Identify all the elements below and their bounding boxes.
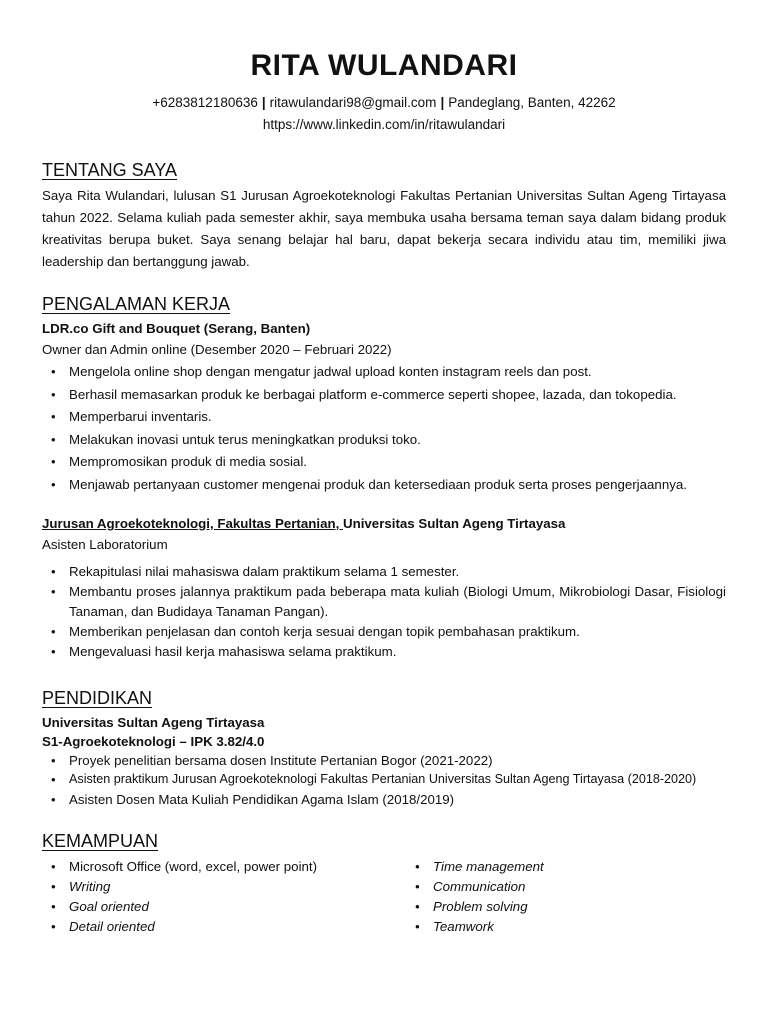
email-link[interactable]: ritawulandari98@gmail.com — [269, 95, 437, 110]
skill-item: • Communication — [406, 877, 726, 897]
resume-name: RITA WULANDARI — [250, 49, 518, 82]
skill-item: • Time management — [406, 857, 726, 877]
job1-duties — [42, 362, 726, 495]
list-item: • Mempromosikan produk di media sosial. — [42, 452, 726, 472]
list-item: • Rekapitulasi nilai mahasiswa dalam praktikum selama 1 semester. — [42, 562, 726, 582]
job2-org-underlined: Jurusan Agroekoteknologi, Fakultas Pertanian, — [42, 515, 343, 531]
skills-heading: KEMAMPUAN — [42, 831, 159, 852]
skill-item: • Problem solving — [406, 897, 726, 917]
linkedin-link[interactable]: https://www.linkedin.com/in/ritawulandari — [262, 117, 506, 132]
contact-info — [42, 92, 726, 136]
phone-number: +6283812180636 — [152, 95, 258, 110]
list-item: • Proyek penelitian bersama dosen Institute Pertanian Bogor (2021-2022) — [42, 751, 726, 771]
skills-left-column — [42, 857, 406, 937]
job2-org — [42, 513, 726, 534]
job2-org-university: Universitas Sultan Ageng Tirtayasa — [342, 515, 566, 531]
list-item: • Mengevaluasi hasil kerja mahasiswa selama praktikum. — [42, 642, 726, 662]
job2-role: Asisten Laboratorium — [42, 536, 168, 552]
skill-item: • Writing — [42, 877, 406, 897]
skills-list — [42, 857, 726, 937]
separator: | — [440, 95, 445, 110]
list-item: • Mengelola online shop dengan mengatur jadwal upload konten instagram reels dan post. — [42, 362, 726, 382]
experience-heading: PENGALAMAN KERJA — [42, 294, 231, 314]
list-item: • Memberikan penjelasan dan contoh kerja sesuai dengan topik pembahasan praktikum. — [42, 622, 726, 642]
list-item: • Melakukan inovasi untuk terus meningkatkan produksi toko. — [42, 430, 726, 450]
location-text: Pandeglang, Banten, 42262 — [448, 95, 616, 110]
list-item: • Asisten praktikum Jurusan Agroekoteknologi Fakultas Pertanian Universitas Sultan Ageng Tirtayasa (2018-2020) — [42, 770, 726, 790]
education-degree: S1-Agroekoteknologi – IPK 3.82/4.0 — [42, 733, 265, 749]
skill-item: • Goal oriented — [42, 897, 406, 917]
education-items — [42, 751, 726, 810]
about-heading: TENTANG SAYA — [42, 160, 178, 180]
job1-role: Owner dan Admin online (Desember 2020 – Februari 2022) — [42, 342, 392, 357]
contact-line-1 — [42, 92, 726, 114]
skill-item: • Microsoft Office (word, excel, power point) — [42, 857, 406, 877]
job1-org: LDR.co Gift and Bouquet (Serang, Banten) — [42, 321, 311, 336]
list-item: • Asisten Dosen Mata Kuliah Pendidikan Agama Islam (2018/2019) — [42, 790, 726, 810]
list-item: • Berhasil memasarkan produk ke berbagai platform e-commerce seperti shopee, lazada, dan tokopedia. — [42, 385, 726, 405]
education-school: Universitas Sultan Ageng Tirtayasa — [42, 714, 265, 730]
skill-item: • Detail oriented — [42, 917, 406, 937]
list-item: • Menjawab pertanyaan customer mengenai produk dan ketersediaan produk serta proses pengerjaannya. — [42, 475, 726, 495]
job2-duties — [42, 562, 726, 662]
education-heading: PENDIDIKAN — [42, 687, 153, 708]
list-item: • Memperbarui inventaris. — [42, 407, 726, 427]
skill-item: • Teamwork — [406, 917, 726, 937]
resume-page — [42, 46, 726, 937]
separator: | — [261, 95, 266, 110]
about-text: Saya Rita Wulandari, lulusan S1 Jurusan Agroekoteknologi Fakultas Pertanian Universitas Sultan Ageng Tirtayasa tahun 2022. Selama kuliah pada semester akhir, saya membuka usaha bersama teman saya dalam bidang produk kreativitas berupa buket. Saya senang belajar hal baru, dapat bekerja secara individu atau tim, memiliki jiwa leadership dan bertanggung jawab. — [42, 188, 726, 269]
skills-right-column — [406, 857, 726, 937]
list-item: • Membantu proses jalannya praktikum pada beberapa mata kuliah (Biologi Umum, Mikrobiologi Dasar, Fisiologi Tanaman, dan Budidaya Tanaman Pangan). — [42, 582, 726, 622]
